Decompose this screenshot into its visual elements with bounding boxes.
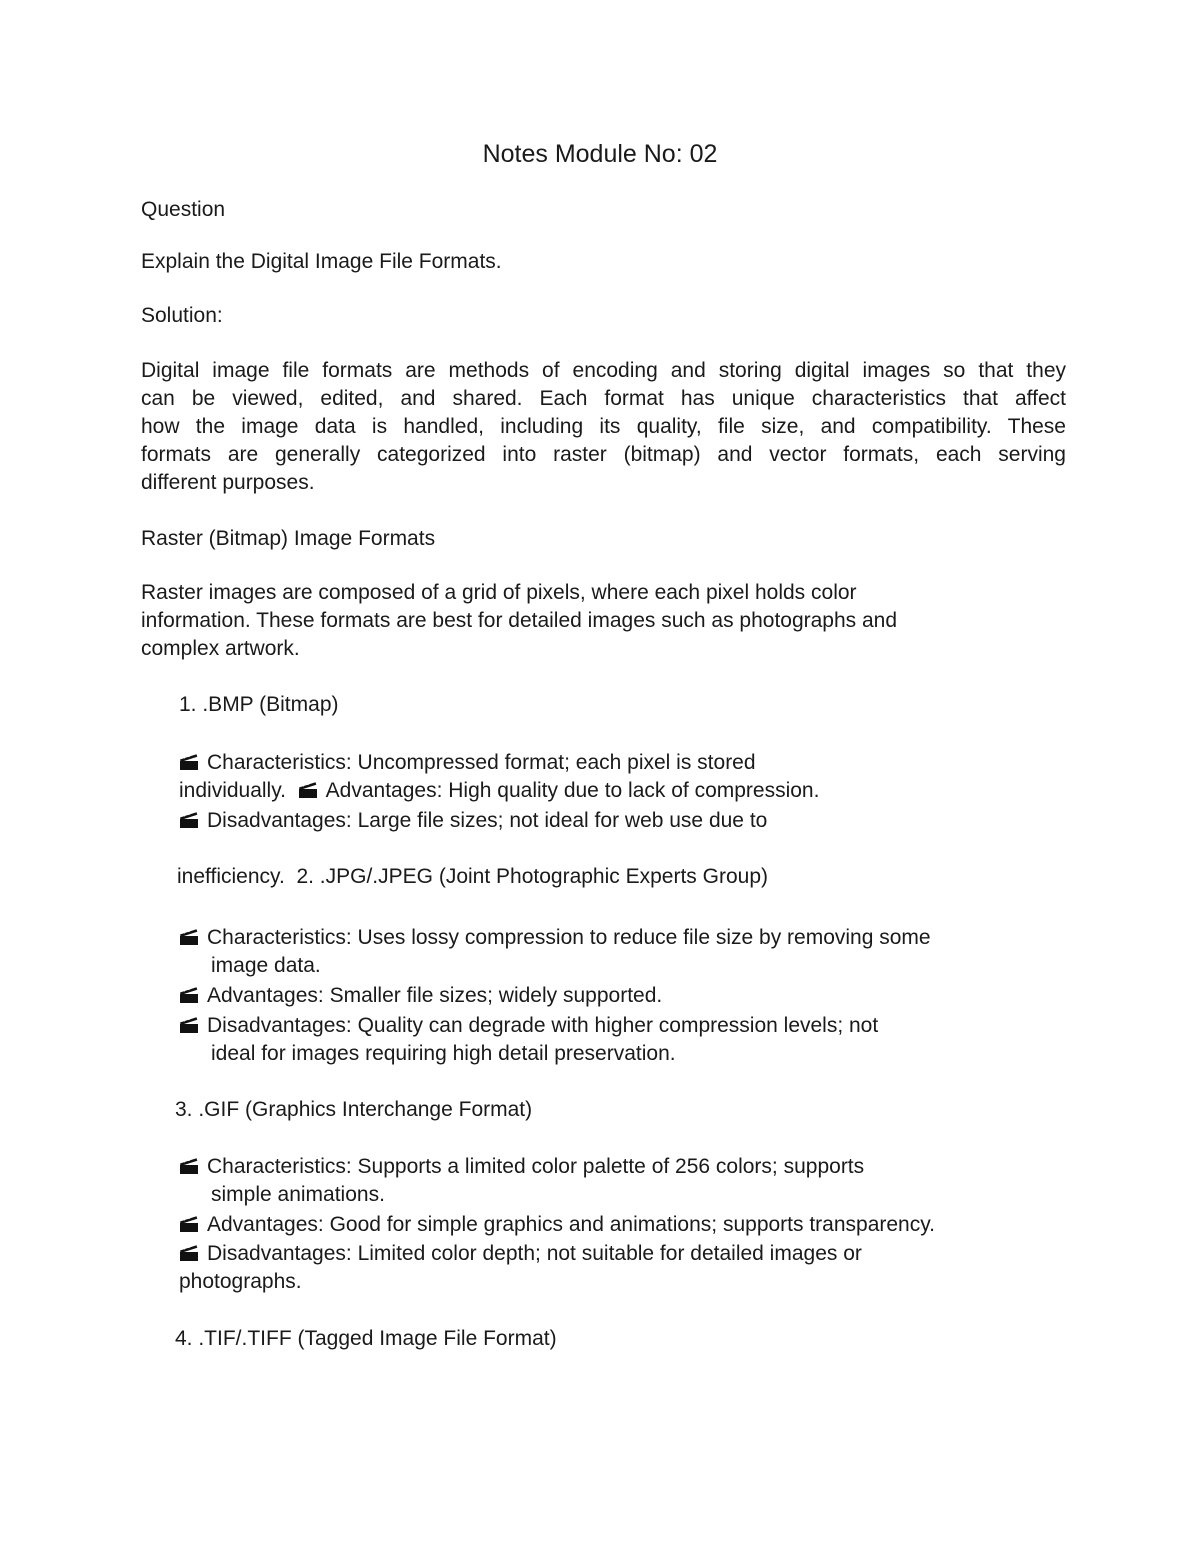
jpg-heading: 2. .JPG/.JPEG (Joint Photographic Experts Group) [296, 865, 768, 888]
clapperboard-icon [179, 1157, 199, 1175]
clapperboard-icon [179, 811, 199, 829]
gif-disadvantages: Disadvantages: Limited color depth; not suitable for detailed images or [179, 1240, 862, 1268]
intro-line-4: formats are generally categorized into raster (bitmap) and vector formats, each serving [141, 443, 1066, 466]
gif-characteristics-cont: simple animations. [211, 1183, 385, 1206]
solution-label: Solution: [141, 304, 223, 327]
tif-heading: 4. .TIF/.TIFF (Tagged Image File Format) [175, 1327, 557, 1350]
raster-desc-line-3: complex artwork. [141, 637, 300, 660]
clapperboard-icon [179, 1244, 199, 1262]
jpg-advantages: Advantages: Smaller file sizes; widely supported. [179, 982, 662, 1010]
raster-desc-line-1: Raster images are composed of a grid of pixels, where each pixel holds color [141, 581, 857, 604]
gif-heading: 3. .GIF (Graphics Interchange Format) [175, 1098, 533, 1121]
clapperboard-icon [179, 753, 199, 771]
intro-line-5: different purposes. [141, 471, 315, 494]
clapperboard-icon [179, 1016, 199, 1034]
raster-desc-line-2: information. These formats are best for detailed images such as photographs and [141, 609, 898, 632]
page-title: Notes Module No: 02 [482, 140, 718, 168]
clapperboard-icon [298, 781, 318, 799]
intro-line-2: can be viewed, edited, and shared. Each format has unique characteristics that affect [141, 387, 1066, 410]
bmp-disadvantages: Disadvantages: Large file sizes; not ideal for web use due to [179, 807, 767, 835]
question-text: Explain the Digital Image File Formats. [141, 250, 502, 273]
bmp-heading: 1. .BMP (Bitmap) [179, 693, 339, 716]
gif-characteristics: Characteristics: Supports a limited color palette of 256 colors; supports [179, 1153, 864, 1181]
bmp-characteristics: Characteristics: Uncompressed format; each pixel is stored [179, 749, 756, 777]
bmp-continuation: inefficiency. 2. .JPG/.JPEG (Joint Photographic Experts Group) [177, 865, 768, 888]
raster-heading: Raster (Bitmap) Image Formats [141, 527, 436, 550]
gif-disadvantages-cont: photographs. [179, 1270, 302, 1293]
clapperboard-icon [179, 1215, 199, 1233]
bmp-line-2: individually. Advantages: High quality due to lack of compression. [179, 779, 820, 802]
jpg-disadvantages: Disadvantages: Quality can degrade with higher compression levels; not [179, 1012, 878, 1040]
jpg-characteristics: Characteristics: Uses lossy compression to reduce file size by removing some [179, 924, 931, 952]
intro-line-3: how the image data is handled, including its quality, file size, and compatibility. These [141, 415, 1066, 438]
clapperboard-icon [179, 986, 199, 1004]
clapperboard-icon [179, 928, 199, 946]
intro-line-1: Digital image file formats are methods of encoding and storing digital images so that they [141, 359, 1066, 382]
jpg-disadvantages-cont: ideal for images requiring high detail preservation. [211, 1042, 676, 1065]
gif-advantages: Advantages: Good for simple graphics and animations; supports transparency. [179, 1211, 935, 1239]
question-label: Question [141, 198, 226, 221]
jpg-characteristics-cont: image data. [211, 954, 321, 977]
